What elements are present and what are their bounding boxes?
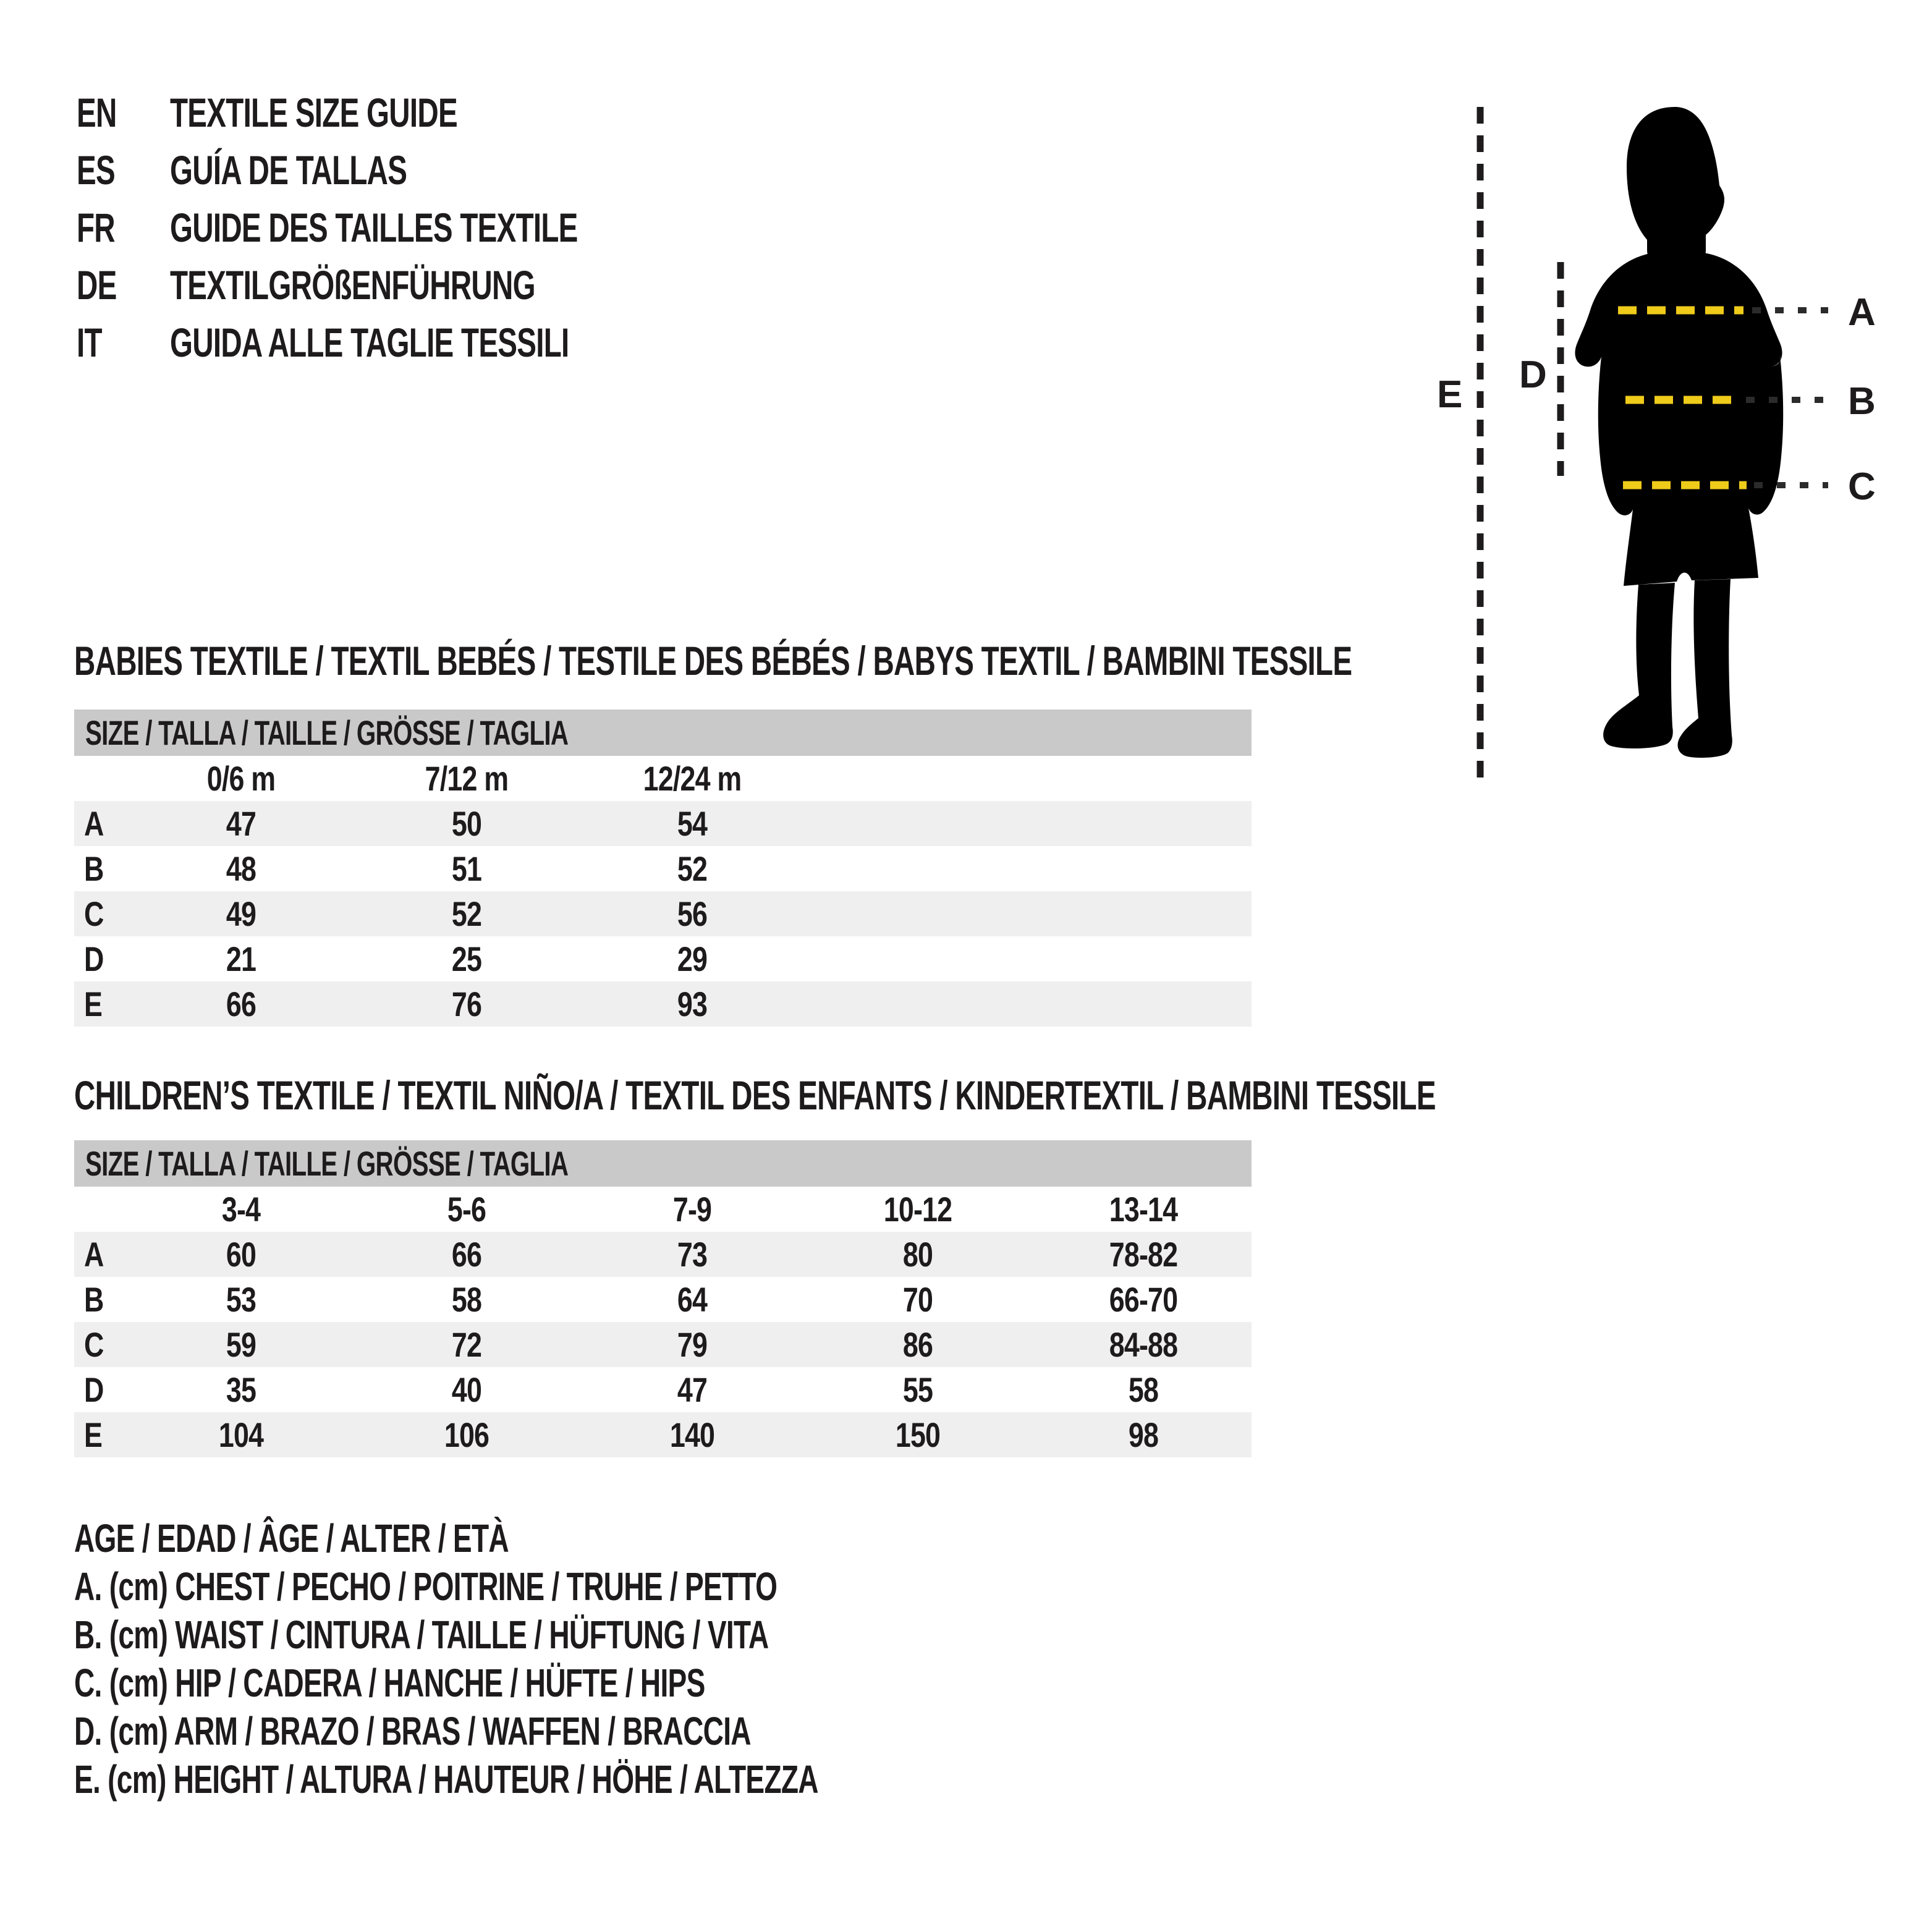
row-label: B (84, 1280, 104, 1319)
cell-value: 104 (218, 1415, 264, 1454)
cell-value: 56 (677, 894, 708, 933)
row-label: B (84, 849, 104, 888)
cell-value: 150 (895, 1415, 941, 1454)
legend-hip: C. (cm) HIP / CADERA / HANCHE / HÜFTE / HIPS (74, 1661, 705, 1705)
cell-value: 78-82 (1109, 1235, 1178, 1274)
cell-value: 50 (451, 804, 482, 843)
cell-value: 52 (677, 849, 708, 888)
cell-value: 72 (451, 1325, 482, 1364)
cell-value: 40 (451, 1370, 482, 1409)
cell-value: 58 (1128, 1370, 1159, 1409)
cell-value: 76 (451, 985, 482, 1023)
figure-label-d: D (1519, 354, 1547, 396)
guide-title-it: GUIDA ALLE TAGLIE TESSILI (170, 320, 569, 365)
babies-section-heading (74, 638, 1849, 684)
cell-value: 58 (451, 1280, 482, 1319)
legend-waist: B. (cm) WAIST / CINTURA / TAILLE / HÜFTUNG / VITA (74, 1612, 769, 1657)
legend-chest: A. (cm) CHEST / PECHO / POITRINE / TRUHE / PETTO (74, 1564, 777, 1609)
table-row (74, 891, 1252, 936)
cell-value: 53 (226, 1280, 256, 1319)
babies-heading-text: BABIES TEXTILE / TEXTIL BEBÉS / TESTILE DES BÉBÉS / BABYS TEXTIL / BAMBINI TESSILE (74, 638, 1352, 684)
cell-value: 86 (902, 1325, 933, 1364)
row-label: C (84, 894, 104, 933)
guide-title-en: TEXTILE SIZE GUIDE (170, 90, 457, 135)
babies-size-table (74, 710, 1252, 1027)
children-section-heading (74, 1072, 1932, 1118)
table-row (74, 936, 1252, 981)
cell-value: 29 (677, 939, 708, 978)
language-code: DE (77, 262, 117, 308)
figure-label-b: B (1848, 380, 1876, 423)
cell-value: 84-88 (1109, 1325, 1178, 1364)
children-col-7-9: 7-9 (672, 1190, 712, 1229)
children-col-13-14: 13-14 (1109, 1190, 1178, 1229)
cell-value: 25 (451, 939, 482, 978)
language-code: FR (77, 205, 115, 250)
figure-label-c: C (1848, 465, 1876, 508)
table-row (74, 1367, 1252, 1412)
children-column-header-row (74, 1187, 1252, 1232)
table-row (74, 846, 1252, 891)
table-row (74, 1277, 1252, 1322)
children-col-5-6: 5-6 (447, 1190, 486, 1229)
cell-value: 59 (226, 1325, 256, 1364)
cell-value: 80 (902, 1235, 933, 1274)
cell-value: 49 (226, 894, 256, 933)
cell-value: 60 (226, 1235, 256, 1274)
child-silhouette-torso (1575, 252, 1783, 586)
table-row (74, 981, 1252, 1027)
language-code: EN (77, 90, 117, 135)
table-row (74, 1232, 1252, 1277)
cell-value: 55 (902, 1370, 933, 1409)
cell-value: 52 (451, 894, 482, 933)
language-code: ES (77, 147, 115, 193)
babies-size-header-bar (74, 710, 1252, 756)
table-row (74, 1322, 1252, 1367)
cell-value: 73 (677, 1235, 708, 1274)
language-code: IT (77, 320, 102, 365)
table-row (74, 1412, 1252, 1457)
figure-label-e: E (1437, 373, 1463, 416)
children-size-table (74, 1140, 1252, 1457)
cell-value: 51 (451, 849, 482, 888)
cell-value: 66 (451, 1235, 482, 1274)
children-heading-text: CHILDREN’S TEXTILE / TEXTIL NIÑO/A / TEXTIL DES ENFANTS / KINDERTEXTIL / BAMBINI TESSILE (74, 1072, 1436, 1118)
babies-col-0-6m: 0/6 m (206, 759, 276, 798)
row-label: D (84, 1370, 104, 1409)
cell-value: 70 (902, 1280, 933, 1319)
children-col-3-4: 3-4 (221, 1190, 261, 1229)
row-label: E (84, 985, 103, 1023)
legend-arm: D. (cm) ARM / BRAZO / BRAS / WAFFEN / BRACCIA (74, 1709, 751, 1753)
figure-label-a: A (1848, 291, 1876, 334)
guide-title-fr: GUIDE DES TAILLES TEXTILE (170, 205, 578, 250)
cell-value: 21 (226, 939, 256, 978)
row-label: A (84, 804, 104, 843)
legend-age: AGE / EDAD / ÂGE / ALTER / ETÀ (74, 1516, 509, 1561)
cell-value: 64 (677, 1280, 708, 1319)
cell-value: 98 (1128, 1415, 1159, 1454)
children-col-10-12: 10-12 (883, 1190, 952, 1229)
babies-col-7-12m: 7/12 m (425, 759, 509, 798)
cell-value: 106 (444, 1415, 489, 1454)
guide-title-de: TEXTILGRÖßENFÜHRUNG (170, 262, 535, 308)
babies-col-12-24m: 12/24 m (643, 759, 742, 798)
size-header-text: SIZE / TALLA / TAILLE / GRÖSSE / TAGLIA (85, 1144, 569, 1183)
row-label: D (84, 939, 104, 978)
cell-value: 66 (226, 985, 256, 1023)
row-label: E (84, 1415, 103, 1454)
cell-value: 93 (677, 985, 708, 1023)
cell-value: 48 (226, 849, 256, 888)
legend-height: E. (cm) HEIGHT / ALTURA / HAUTEUR / HÖHE / ALTEZZA (74, 1757, 818, 1802)
table-row (74, 801, 1252, 846)
cell-value: 54 (677, 804, 708, 843)
children-size-header-bar (74, 1140, 1252, 1187)
size-header-text: SIZE / TALLA / TAILLE / GRÖSSE / TAGLIA (85, 713, 569, 752)
child-silhouette-head (1627, 107, 1724, 262)
row-label: A (84, 1235, 104, 1274)
cell-value: 35 (226, 1370, 256, 1409)
row-label: C (84, 1325, 104, 1364)
cell-value: 47 (226, 804, 256, 843)
cell-value: 140 (669, 1415, 715, 1454)
babies-column-header-row (74, 756, 1252, 801)
guide-title-es: GUÍA DE TALLAS (170, 147, 407, 193)
cell-value: 47 (677, 1370, 708, 1409)
cell-value: 66-70 (1109, 1280, 1178, 1319)
cell-value: 79 (677, 1325, 708, 1364)
